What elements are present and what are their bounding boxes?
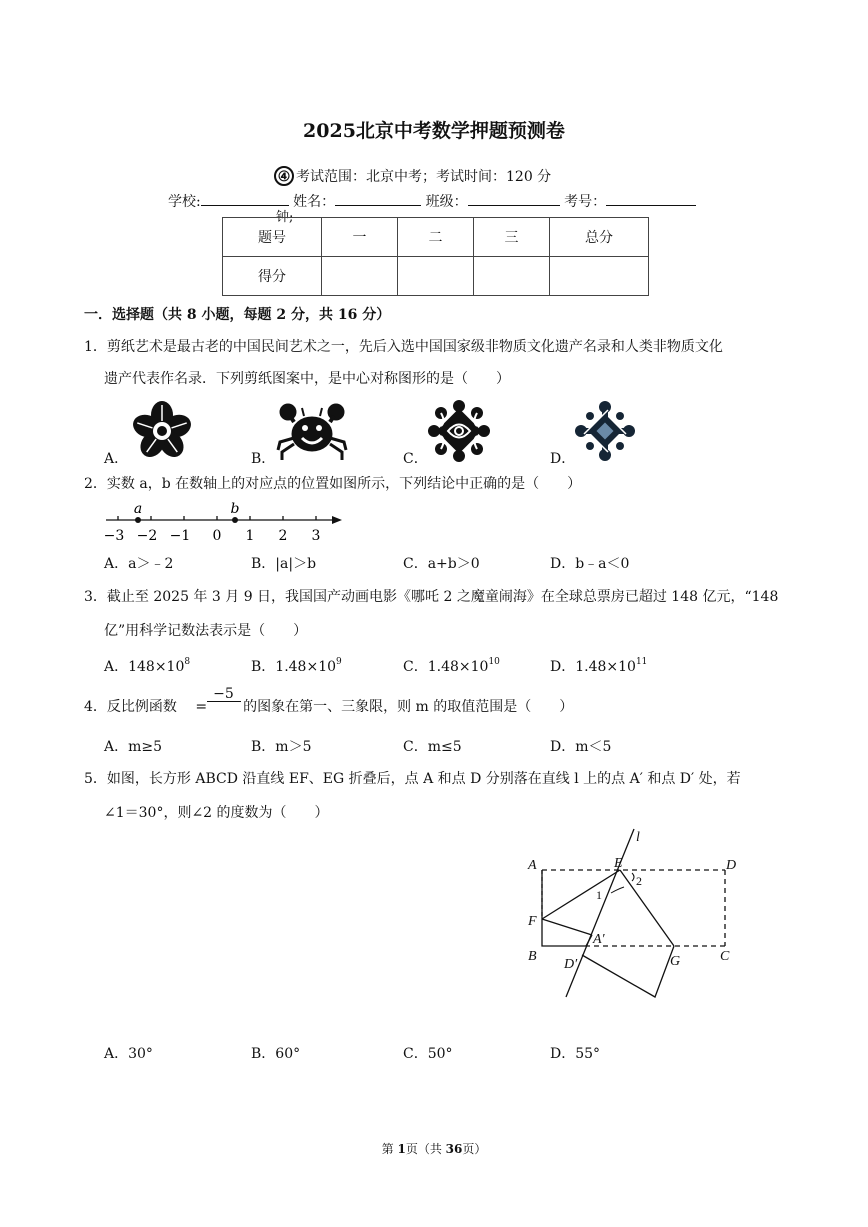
q1-option-a[interactable]: A． xyxy=(104,451,129,467)
label-d-prime: D′ xyxy=(564,957,578,972)
q5-line2: ∠1＝30°，则∠2 的度数为（ ） xyxy=(104,805,329,821)
label-b: B xyxy=(528,949,537,964)
table-cell: 一 xyxy=(322,218,398,257)
q2-stem: 2．实数 a，b 在数轴上的对应点的位置如图所示，下列结论中正确的是（ ） xyxy=(84,476,582,492)
tick-label: −1 xyxy=(169,528,191,544)
q5-line1: 5．如图，长方形 ABCD 沿直线 EF、EG 折叠后，点 A 和点 D 分别落在直线 l 上的点 A′ 和点 D′ 处，若 xyxy=(84,771,741,787)
q5-option-a[interactable]: A．30° xyxy=(104,1046,153,1062)
q4-option-b[interactable]: B．m＞5 xyxy=(251,739,312,755)
q4-prefix: 4．反比例函数 = xyxy=(84,699,208,715)
class-label: 班级： xyxy=(425,194,468,210)
tick-label: 1 xyxy=(245,528,255,544)
student-info-line xyxy=(168,191,696,211)
exam-no-label: 考号： xyxy=(564,194,607,210)
point-b-label: b xyxy=(230,501,240,517)
q5-option-d[interactable]: D．55° xyxy=(550,1046,601,1062)
tick-label: 3 xyxy=(311,528,321,544)
q3-option-b[interactable]: B．$1.48\times 10^9$ xyxy=(251,657,342,675)
q4-suffix: 的图象在第一、三象限，则 m 的取值范围是（ ） xyxy=(243,699,574,715)
rect-edge xyxy=(542,870,585,946)
school-blank xyxy=(201,193,289,206)
page-footer: 第 1页（共 36页） xyxy=(381,1142,487,1156)
tick-label: −3 xyxy=(103,528,125,544)
table-cell: 三 xyxy=(474,218,550,257)
q2-option-c[interactable]: C．a+b＞0 xyxy=(403,556,480,572)
snowflake-papercut-icon xyxy=(574,400,636,462)
page-title: 2025北京中考数学押题预测卷 xyxy=(303,120,565,142)
table-cell: 题号 xyxy=(223,218,322,257)
table-cell: 总分 xyxy=(550,218,649,257)
page-number: 1 xyxy=(397,1142,406,1156)
label-a-prime: A′ xyxy=(593,932,605,947)
fold-fa xyxy=(542,919,592,935)
q5-option-c[interactable]: C．50° xyxy=(403,1046,453,1062)
folding-figure xyxy=(520,825,750,1005)
table-cell: 二 xyxy=(398,218,474,257)
q2-option-b[interactable]: B．|a|＞b xyxy=(251,556,317,572)
q1-option-c[interactable]: C． xyxy=(403,451,428,467)
score-input-cell[interactable] xyxy=(398,257,474,296)
q1-line2: 遗产代表作名录．下列剪纸图案中，是中心对称图形的是（ ） xyxy=(104,371,510,387)
q2-option-a[interactable]: A．a＞﹣2 xyxy=(104,556,174,572)
exam-no-blank xyxy=(606,193,696,206)
label-l: l xyxy=(636,830,640,845)
number-line xyxy=(100,500,350,546)
q3-option-d[interactable]: D．$1.48\times 10^{11}$ xyxy=(550,657,648,675)
q3-line1: 3．截止至 2025 年 3 月 9 日，我国国产动画电影《哪吒 2 之魔童闹海》在全球总票房已超过 148 亿元，“148 xyxy=(84,589,779,605)
circle-mark: ④ xyxy=(274,166,294,186)
q4-stem xyxy=(84,686,574,718)
fold-ef xyxy=(542,870,620,919)
score-input-cell[interactable] xyxy=(550,257,649,296)
angle-2-label: 2 xyxy=(636,874,642,888)
label-e: E xyxy=(614,856,623,871)
q1-line1: 1．剪纸艺术是最古老的中国民间艺术之一，先后入选中国国家级非物质文化遗产名录和人类非物质文化 xyxy=(84,339,723,355)
crab-papercut-icon xyxy=(274,400,350,462)
time-wrap: 钟; xyxy=(276,210,294,225)
q3-line2: 亿”用科学记数法表示是（ ） xyxy=(104,623,308,639)
score-table xyxy=(222,217,649,296)
table-row xyxy=(223,257,649,296)
q3-option-c[interactable]: C．$1.48\times 10^{10}$ xyxy=(403,657,500,675)
exam-info xyxy=(274,166,551,186)
exam-scope-time: 考试范围：北京中考；考试时间：120 分 xyxy=(296,169,552,185)
q4-option-a[interactable]: A．m≥5 xyxy=(104,739,163,755)
fraction-bar xyxy=(207,701,241,702)
fraction-numerator: −5 xyxy=(213,686,234,702)
q3-option-a[interactable]: A．$148\times 10^8$ xyxy=(104,657,191,675)
q2-option-d[interactable]: D．b﹣a＜0 xyxy=(550,556,630,572)
label-f: F xyxy=(528,914,537,929)
class-blank xyxy=(468,193,560,206)
label-d: D xyxy=(726,858,737,873)
name-label: 姓名： xyxy=(293,194,336,210)
fold-eg xyxy=(620,870,674,946)
q5-option-b[interactable]: B．60° xyxy=(251,1046,301,1062)
table-cell: 得分 xyxy=(223,257,322,296)
page-total: 36 xyxy=(445,1142,463,1156)
angle-1-label: 1 xyxy=(596,888,602,902)
point-b-marker xyxy=(232,517,238,523)
flower-papercut-icon xyxy=(128,400,196,462)
q1-option-d[interactable]: D． xyxy=(550,451,576,467)
tick-label: 0 xyxy=(212,528,222,544)
school-label: 学校: xyxy=(168,194,201,210)
ornament-papercut-icon xyxy=(428,400,490,462)
table-row xyxy=(223,218,649,257)
q4-option-d[interactable]: D．m＜5 xyxy=(550,739,612,755)
label-c: C xyxy=(720,949,730,964)
section-heading: 一．选择题（共 8 小题，每题 2 分，共 16 分） xyxy=(84,307,391,323)
fraction xyxy=(207,686,243,711)
folded-flap xyxy=(582,946,674,997)
q1-option-b[interactable]: B． xyxy=(251,451,276,467)
score-input-cell[interactable] xyxy=(474,257,550,296)
score-input-cell[interactable] xyxy=(322,257,398,296)
point-a-marker xyxy=(135,517,141,523)
label-a: A xyxy=(528,858,537,873)
tick-label: 2 xyxy=(278,528,288,544)
point-a-label: a xyxy=(133,501,143,517)
label-g: G xyxy=(670,954,681,969)
tick-label: −2 xyxy=(136,528,158,544)
q4-option-c[interactable]: C．m≤5 xyxy=(403,739,462,755)
name-blank xyxy=(335,193,421,206)
